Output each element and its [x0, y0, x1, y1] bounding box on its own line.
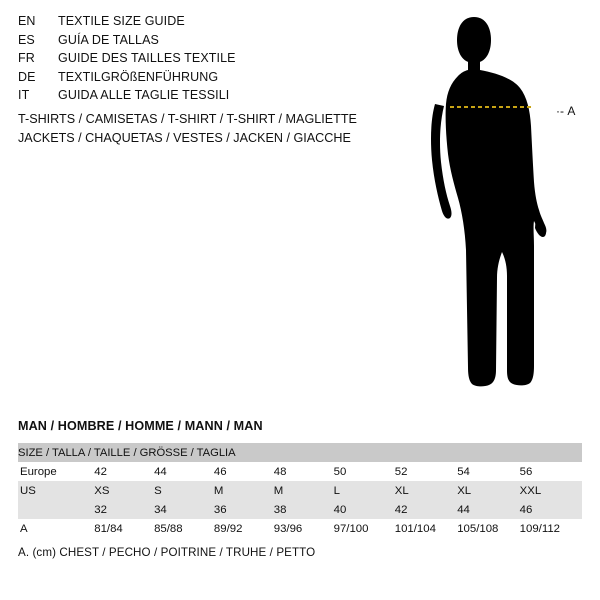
- language-title: GUIDE DES TAILLES TEXTILE: [58, 51, 236, 66]
- cell: 52: [395, 462, 457, 481]
- language-row: [18, 51, 348, 70]
- cell: M: [274, 481, 334, 500]
- category-block: [18, 110, 378, 148]
- cell: 81/84: [94, 519, 154, 538]
- cell: 97/100: [334, 519, 395, 538]
- cell: 46: [214, 462, 274, 481]
- cell: 42: [395, 500, 457, 519]
- language-code: DE: [18, 69, 36, 84]
- language-title: GUIDA ALLE TAGLIE TESSILI: [58, 88, 230, 103]
- cell: 32: [94, 500, 154, 519]
- cell: XL: [395, 481, 457, 500]
- chest-measure-label: [556, 104, 575, 118]
- size-table: [18, 443, 582, 538]
- cell: 54: [457, 462, 519, 481]
- language-code: IT: [18, 88, 30, 103]
- row-label: Europe: [18, 462, 94, 481]
- cell: 34: [154, 500, 214, 519]
- language-row: [18, 33, 348, 52]
- cell: M: [214, 481, 274, 500]
- table-row: [18, 500, 582, 519]
- language-code: EN: [18, 14, 36, 28]
- cell: 40: [334, 500, 395, 519]
- chest-measure-dash: ·‑: [556, 104, 564, 118]
- language-code: ES: [18, 32, 35, 47]
- cell: 42: [94, 462, 154, 481]
- cell: 48: [274, 462, 334, 481]
- table-group-title: MAN / HOMBRE / HOMME / MANN / MAN: [18, 419, 263, 433]
- table-header-label: SIZE / TALLA / TAILLE / GRÖSSE / TAGLIA: [18, 443, 582, 462]
- category-line-jackets: JACKETS / CHAQUETAS / VESTES / JACKEN / GIACCHE: [18, 131, 351, 145]
- cell: 50: [334, 462, 395, 481]
- language-row: [18, 14, 348, 33]
- row-label: US: [18, 481, 94, 500]
- footnote: A. (cm) CHEST / PECHO / POITRINE / TRUHE / PETTO: [18, 546, 316, 559]
- language-title: TEXTILGRÖßENFÜHRUNG: [58, 69, 219, 84]
- language-title: TEXTILE SIZE GUIDE: [58, 14, 185, 28]
- cell: 38: [274, 500, 334, 519]
- cell: 105/108: [457, 519, 519, 538]
- category-line-tshirts: T-SHIRTS / CAMISETAS / T-SHIRT / T-SHIRT / MAGLIETTE: [18, 112, 357, 126]
- cell: XL: [457, 481, 519, 500]
- cell: 93/96: [274, 519, 334, 538]
- cell: 46: [520, 500, 582, 519]
- cell: XXL: [520, 481, 582, 500]
- cell: 109/112: [520, 519, 582, 538]
- language-title-block: [18, 14, 348, 107]
- language-row: [18, 70, 348, 89]
- cell: 89/92: [214, 519, 274, 538]
- chest-measure-letter: A: [567, 104, 576, 118]
- table-row: [18, 462, 582, 481]
- cell: 36: [214, 500, 274, 519]
- language-title: GUÍA DE TALLAS: [58, 32, 159, 47]
- language-row: [18, 88, 348, 107]
- cell: 44: [154, 462, 214, 481]
- table-row: [18, 481, 582, 500]
- row-label: A: [18, 519, 94, 538]
- cell: XS: [94, 481, 154, 500]
- table-row: [18, 519, 582, 538]
- table-header-row: [18, 443, 582, 462]
- cell: 85/88: [154, 519, 214, 538]
- male-silhouette-figure: [400, 14, 600, 394]
- cell: S: [154, 481, 214, 500]
- silhouette-icon: [400, 14, 600, 394]
- row-label: [18, 500, 94, 519]
- language-code: FR: [18, 51, 35, 66]
- cell: L: [334, 481, 395, 500]
- cell: 56: [520, 462, 582, 481]
- cell: 44: [457, 500, 519, 519]
- cell: 101/104: [395, 519, 457, 538]
